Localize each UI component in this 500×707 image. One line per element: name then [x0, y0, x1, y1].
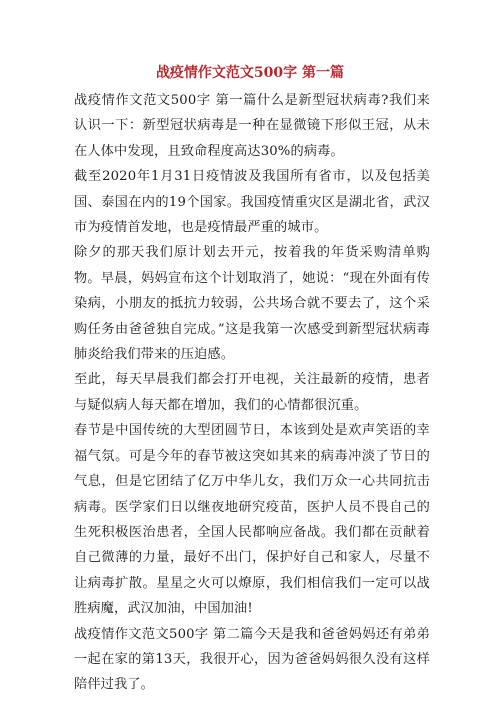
- paragraph-spring-festival: 春节是中国传统的大型团圆节日，本该到处是欢声笑语的幸福气氛。可是今年的春节被这突如其来的病毒冲淡了节日的气息，但是它团结了亿万中华儿女，我们万众一心共同抗击病毒。医学家们日以继夜地研究疫苗，医护人员不畏自己的生死积极医治患者，全国人民都响应备战。我们都在贡献着自己微薄的力量，最好不出门，保护好自己和家人，尽量不让病毒扩散。星星之火可以燎原，我们相信我们一定可以战胜病魔，武汉加油，中国加油!: [74, 423, 430, 617]
- paragraph-second-essay: 战疫情作文范文500字 第二篇今天是我和爸爸妈妈还有弟弟一起在家的第13天，我很开心，因为爸爸妈妈很久没有这样陪伴过我了。: [74, 626, 430, 693]
- paragraph-intro: 战疫情作文范文500字 第一篇什么是新型冠状病毒?我们来认识一下：新型冠状病毒是一种在显微镜下形似王冠，从未在人体中发现，且致命程度高达30%的病毒。: [74, 93, 430, 159]
- paragraph-outbreak-scope: 截至2020年1月31日疫情波及我国所有省市，以及包括美国、泰国在内的19个国家。我国疫情重灾区是湖北省，武汉市为疫情首发地，也是疫情最严重的城市。: [74, 169, 430, 236]
- paragraph-new-year-eve: 除夕的那天我们原计划去开元，按着我的年货采购清单购物。早晨，妈妈宣布这个计划取消了，她说：“现在外面有传染病，小朋友的抵抗力较弱，公共场合就不要去了，这个采购任务由爸爸独自完成。”这是我第一次感受到新型冠状病毒肺炎给我们带来的压迫感。: [74, 245, 430, 363]
- paragraph-daily-news: 至此，每天早晨我们都会打开电视，关注最新的疫情，患者与疑似病人每天都在增加，我们的心情都很沉重。: [74, 372, 430, 413]
- document-body: [74, 88, 430, 698]
- document-title: 战疫情作文范文500字 第一篇: [155, 65, 345, 81]
